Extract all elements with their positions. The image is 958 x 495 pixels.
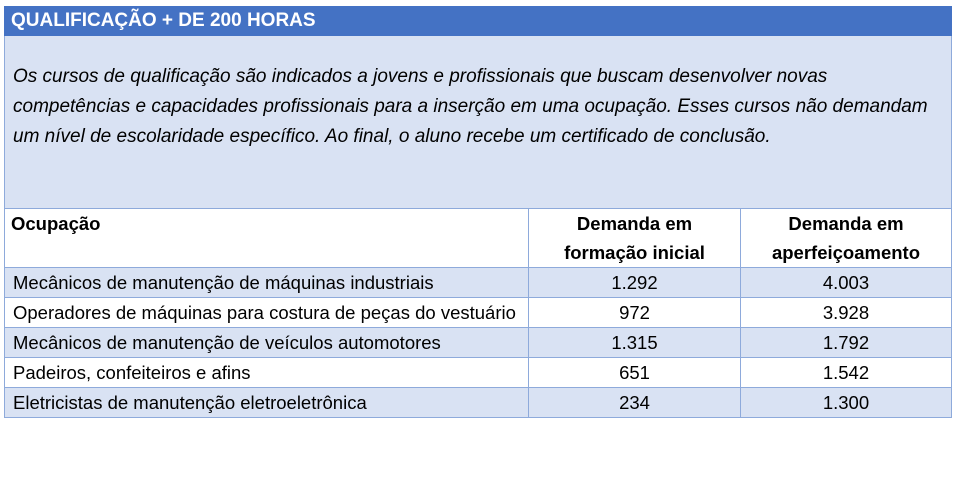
row-initial-demand: 651 <box>529 358 741 388</box>
row-initial-demand: 1.315 <box>529 328 741 358</box>
row-improvement-demand: 1.300 <box>741 388 952 418</box>
row-improvement-demand: 4.003 <box>741 268 952 298</box>
row-improvement-demand: 1.542 <box>741 358 952 388</box>
row-improvement-demand: 3.928 <box>741 298 952 328</box>
row-occupation: Eletricistas de manutenção eletroeletrônica <box>5 388 529 418</box>
table-title: QUALIFICAÇÃO + DE 200 HORAS <box>5 7 952 36</box>
qualification-table <box>4 6 952 418</box>
table-row <box>5 358 952 388</box>
row-initial-demand: 234 <box>529 388 741 418</box>
table-row <box>5 328 952 358</box>
column-header-occupation: Ocupação <box>5 209 529 268</box>
table-description: Os cursos de qualificação são indicados a jovens e profissionais que buscam desenvolver novas competências e capacidades profissionais para a inserção em uma ocupação. Esses cursos não demandam um nível de escolaridade específico. Ao final, o aluno recebe um certificado de conclusão. <box>5 36 952 209</box>
table-row <box>5 298 952 328</box>
table-row <box>5 268 952 298</box>
row-initial-demand: 972 <box>529 298 741 328</box>
row-occupation: Mecânicos de manutenção de máquinas industriais <box>5 268 529 298</box>
column-header-initial-demand: Demanda em formação inicial <box>529 209 741 268</box>
row-initial-demand: 1.292 <box>529 268 741 298</box>
row-occupation: Mecânicos de manutenção de veículos automotores <box>5 328 529 358</box>
row-occupation: Padeiros, confeiteiros e afins <box>5 358 529 388</box>
qualification-table-container <box>4 6 951 418</box>
column-header-row <box>5 209 952 268</box>
row-improvement-demand: 1.792 <box>741 328 952 358</box>
row-occupation: Operadores de máquinas para costura de peças do vestuário <box>5 298 529 328</box>
column-header-improvement-demand: Demanda em aperfeiçoamento <box>741 209 952 268</box>
table-row <box>5 388 952 418</box>
